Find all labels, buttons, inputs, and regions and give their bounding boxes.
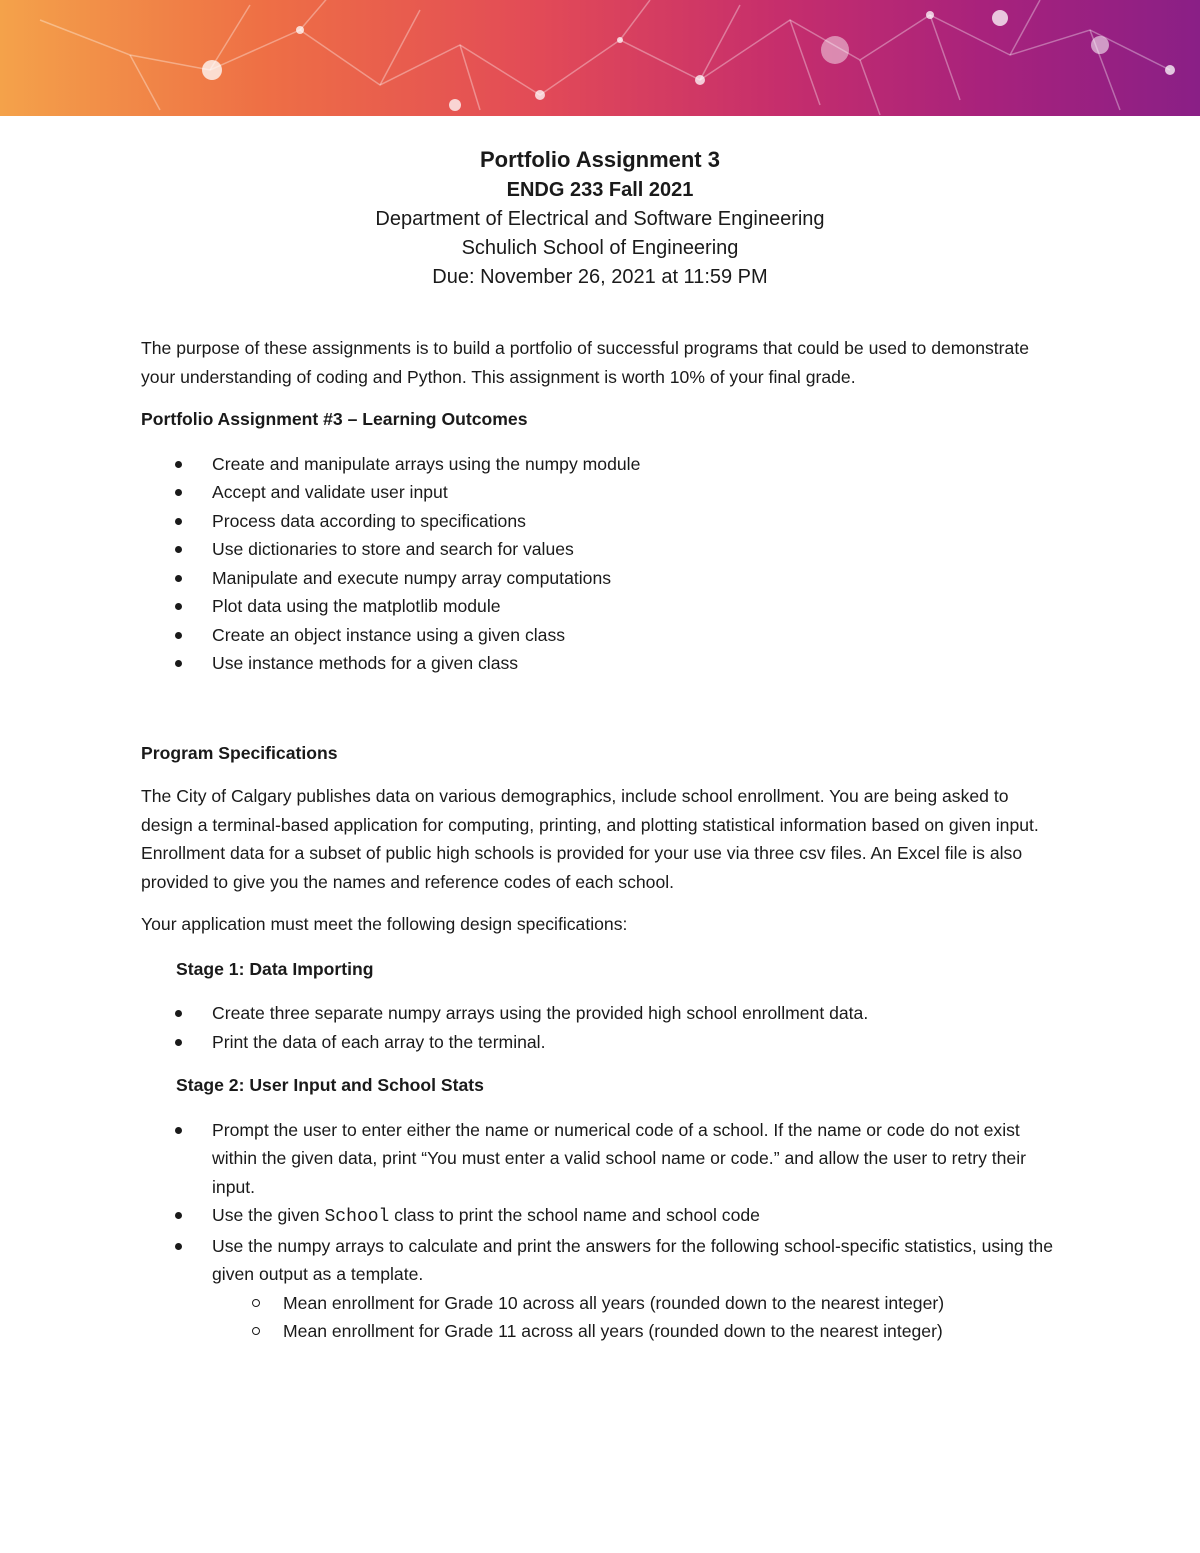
- specs-heading: Program Specifications: [141, 742, 338, 763]
- item-text: Use the numpy arrays to calculate and print the answers for the following school-specific statistics, using the given output as a template.: [212, 1235, 1053, 1284]
- stats-sublist: [212, 1289, 1061, 1346]
- document-body: [141, 334, 1061, 1346]
- document-title: Portfolio Assignment 3: [480, 147, 720, 172]
- list-item: Create and manipulate arrays using the numpy module: [141, 450, 1061, 479]
- list-item: Use dictionaries to store and search for values: [141, 535, 1061, 564]
- due-date: Due: November 26, 2021 at 11:59 PM: [432, 266, 768, 288]
- sub-list-item: Mean enrollment for Grade 11 across all years (rounded down to the nearest integer): [212, 1317, 1061, 1346]
- list-item: Process data according to specifications: [141, 507, 1061, 536]
- course-code: ENDG 233 Fall 2021: [506, 179, 694, 201]
- document-header: [0, 144, 1200, 292]
- list-item: Plot data using the matplotlib module: [141, 592, 1061, 621]
- school-name: Schulich School of Engineering: [461, 237, 739, 259]
- sub-list-item: Mean enrollment for Grade 10 across all years (rounded down to the nearest integer): [212, 1289, 1061, 1318]
- intro-paragraph: The purpose of these assignments is to build a portfolio of successful programs that could be used to demonstrate your understanding of coding and Python. This assignment is worth 10% of your final grade.: [141, 338, 1030, 387]
- stage1-heading: Stage 1: Data Importing: [176, 958, 374, 979]
- stage2-heading: Stage 2: User Input and School Stats: [176, 1075, 484, 1095]
- item-text: Use the given: [212, 1205, 325, 1225]
- list-item: Manipulate and execute numpy array computations: [141, 564, 1061, 593]
- stage2-list: [141, 1116, 1061, 1346]
- list-item: Create three separate numpy arrays using the provided high school enrollment data.: [141, 999, 1061, 1028]
- list-item: [141, 1201, 1061, 1232]
- list-item: Create an object instance using a given class: [141, 621, 1061, 650]
- stage1-list: [141, 999, 1061, 1056]
- network-graphic-icon: [0, 0, 1200, 116]
- list-item: Use instance methods for a given class: [141, 649, 1061, 678]
- item-text: class to print the school name and school code: [389, 1205, 760, 1225]
- specs-lead: Your application must meet the following design specifications:: [141, 914, 628, 934]
- header-banner-image: [0, 0, 1200, 116]
- outcomes-heading: Portfolio Assignment #3 – Learning Outcomes: [141, 409, 528, 429]
- outcomes-list: [141, 450, 1061, 678]
- list-item: Prompt the user to enter either the name or numerical code of a school. If the name or code do not exist within the given data, print “You must enter a valid school name or code.” and allow the user to retry their input.: [141, 1116, 1061, 1202]
- department-name: Department of Electrical and Software Engineering: [375, 208, 825, 230]
- list-item: Accept and validate user input: [141, 478, 1061, 507]
- list-item: [141, 1232, 1061, 1346]
- class-name-code: School: [324, 1207, 390, 1227]
- specs-paragraph: The City of Calgary publishes data on various demographics, include school enrollment. You are being asked to design a terminal-based application for computing, printing, and plotting statistical information based on given input. Enrollment data for a subset of public high schools is provided for your use via three csv files. An Excel file is also provided to give you the names and reference codes of each school.: [141, 786, 1039, 892]
- list-item: Print the data of each array to the terminal.: [141, 1028, 1061, 1057]
